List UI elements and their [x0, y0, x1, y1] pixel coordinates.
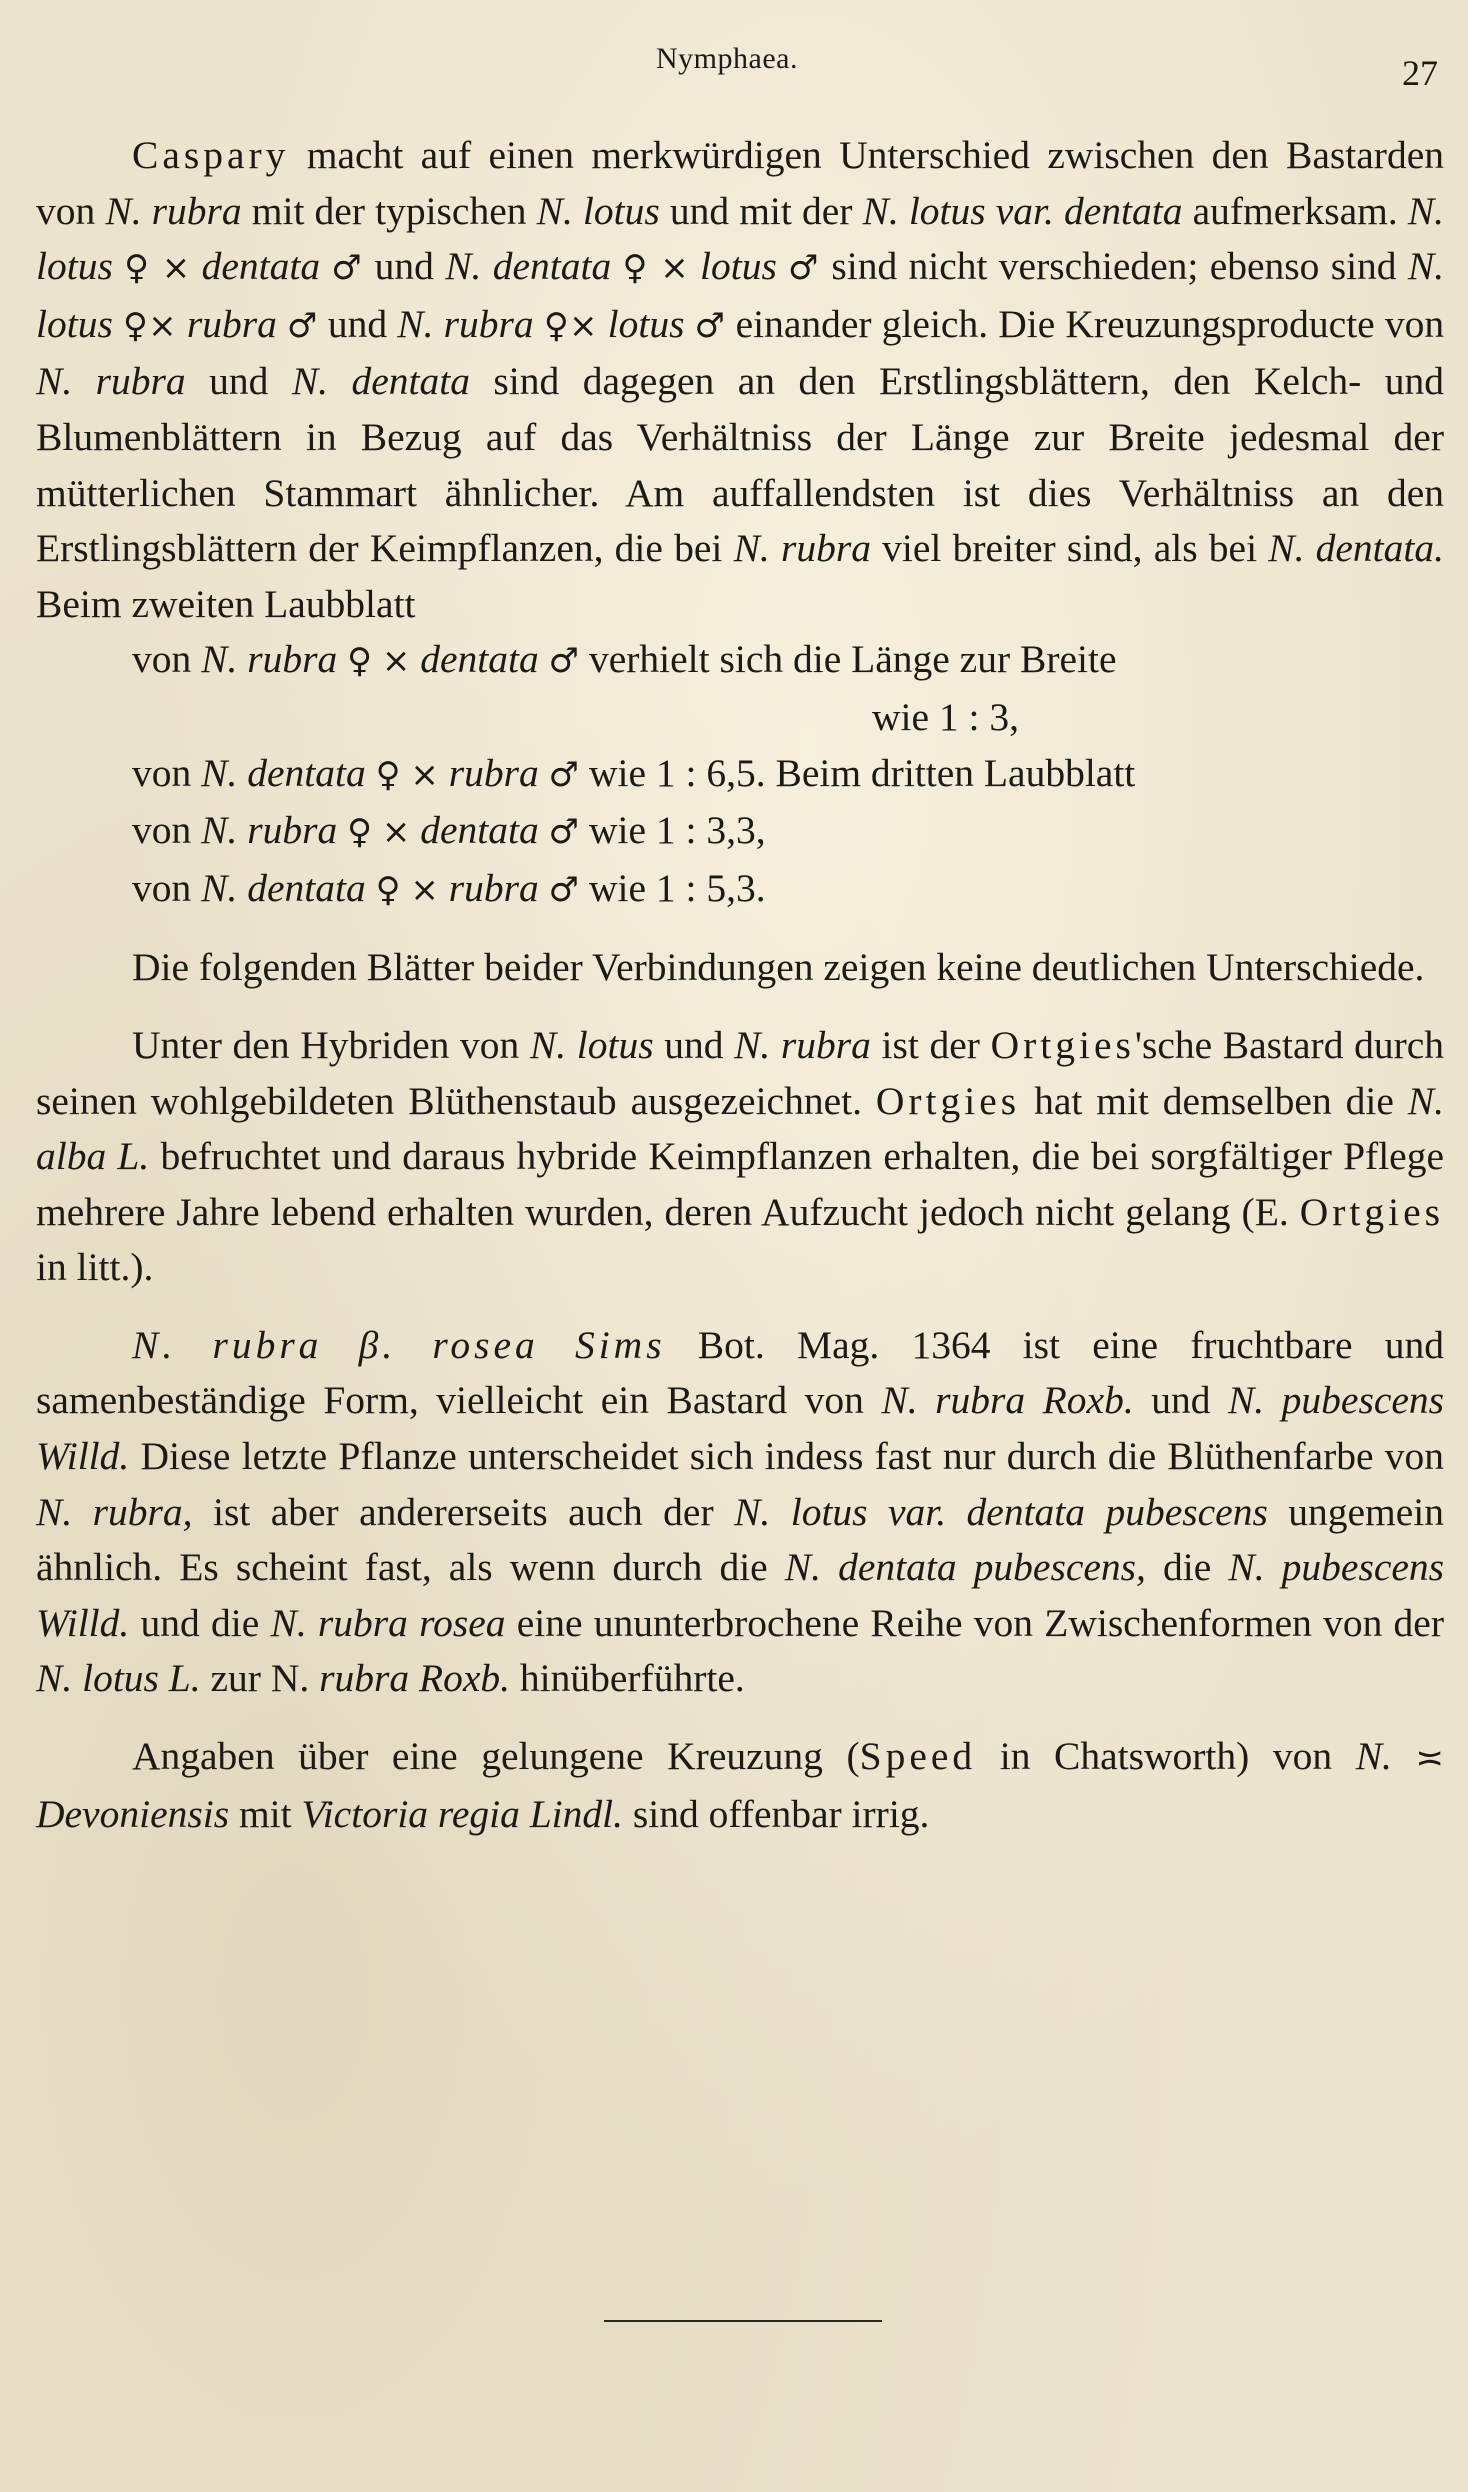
taxon-name: N. lotus: [36, 188, 1445, 289]
male-symbol: ♂: [548, 641, 580, 682]
taxon-name: N. lotus: [36, 244, 1445, 346]
cross-symbol: ×: [569, 305, 598, 346]
leaf-ratio-row: von N. rubra ♀ × dentata ♂ verhielt sich die Länge zur Breite: [132, 637, 1117, 682]
taxon-name: Devoniensis: [36, 1791, 230, 1836]
taxon-name: N. rubra: [201, 808, 338, 853]
page-header: [0, 38, 1468, 98]
paragraph-following-leaves: Die folgenden Blätter beider Verbindungen zeigen keine deutlichen Unterschiede.: [132, 945, 1425, 990]
taxon-name: N. rubra rosea: [270, 1600, 506, 1645]
author-name: Caspary: [132, 133, 290, 177]
taxon-name: N. dentata: [201, 750, 366, 795]
paragraph-hybrids: Unter den Hybriden von N. lotus und N. rubra ist der Ortgies'sche Bastard durch seinen wohlgebildeten Blüthenstaub ausgezeichnet. Ortgies hat mit demselben die N. alba L. befruchtet und daraus hybride Keimpflanzen erhalten, die bei sorgfältiger Pflege mehrere Jahre lebend erhalten wurden, deren Aufzucht jedoch nicht gelang (E. Ortgies in litt.).: [36, 1022, 1445, 1290]
person-name: Ortgies: [1299, 1189, 1444, 1234]
cross-symbol: ×: [410, 754, 439, 795]
paragraph-speed: Angaben über eine gelungene Kreuzung (Speed in Chatsworth) von N. ≍ Devoniensis mit Victoria regia Lindl. sind offenbar irrig.: [36, 1734, 1445, 1836]
taxon-name: Victoria regia Lindl.: [301, 1791, 623, 1836]
person-name: Ortgies: [875, 1078, 1021, 1123]
taxon-name: N. rubra β. rosea Sims: [132, 1322, 666, 1367]
paragraph-rosea: N. rubra β. rosea Sims Bot. Mag. 1364 ist eine fruchtbare und samenbeständige Form, vielleicht ein Bastard von N. rubra Roxb. und N. pubescens Willd. Diese letzte Pflanze unterscheidet sich indess fast nur durch die Blüthenfarbe von N. rubra, ist aber andererseits auch der N. lotus var. dentata pubescens ungemein ähnlich. Es scheint fast, als wenn durch die N. dentata pubescens, die N. pubescens Willd. und die N. rubra rosea eine ununterbrochene Reihe von Zwischenformen von der N. lotus L. zur N. rubra Roxb. hinüberführte.: [36, 1322, 1445, 1701]
female-symbol: ♀: [347, 812, 372, 853]
leaf-ratio-row: von N. rubra ♀ × dentata ♂ wie 1 : 3,3,: [132, 808, 766, 853]
cross-symbol: ×: [660, 248, 689, 289]
section-end-rule: [604, 2320, 882, 2322]
person-name: Ortgies: [990, 1022, 1135, 1067]
female-symbol: ♀: [375, 869, 401, 910]
leaf-ratio-list: [36, 632, 1444, 918]
taxon-name: rubra: [186, 301, 277, 346]
taxon-name: dentata: [201, 244, 321, 289]
male-symbol: ♂: [548, 754, 580, 795]
taxon-name: lotus: [607, 301, 685, 346]
female-symbol: ♀: [543, 305, 570, 346]
taxon-name: N. rubra Roxb.: [881, 1378, 1134, 1423]
male-symbol: ♂: [548, 869, 580, 910]
taxon-name: rubra Roxb.: [319, 1656, 511, 1701]
paragraph-caspary: Caspary macht auf einen merkwürdigen Unterschied zwischen den Bastarden von N. rubra mit der typischen N. lotus und mit der N. lotus var. dentata aufmerksam. N. lotus ♀ × dentata ♂ und N. dentata ♀ × lotus ♂ sind nicht verschieden; ebenso sind N. lotus ♀× rubra ♂ und N. rubra ♀× lotus ♂ einander gleich. Die Kreuzungsproducte von N. rubra und N. dentata sind dagegen an den Erstlingsblättern, den Kelch- und Blumenblättern in Bezug auf das Verhältniss der Länge zur Breite jedesmal der mütterlichen Stammart ähnlicher. Am auffallendsten ist dies Verhältniss an den Erstlingsblättern der Keimpflanzen, die bei N. rubra viel breiter sind, als bei N. dentata. Beim zweiten Laubblatt: [36, 133, 1445, 626]
cross-symbol: ×: [381, 641, 411, 682]
cross-symbol: ×: [161, 248, 191, 289]
male-symbol: ♂: [548, 812, 580, 853]
taxon-name: N.: [1355, 1734, 1392, 1779]
cross-symbol: ×: [410, 869, 439, 910]
female-symbol: ♀: [622, 248, 649, 289]
taxon-name: dentata: [420, 808, 539, 853]
page-number: 27: [1402, 53, 1438, 93]
leaf-ratio-row: von N. dentata ♀ × rubra ♂ wie 1 : 5,3.: [132, 865, 766, 910]
taxon-name: N. rubra: [397, 301, 534, 346]
cross-symbol: ×: [148, 305, 177, 346]
taxon-name: N. lotus: [529, 1022, 654, 1067]
person-name: Speed: [859, 1734, 977, 1779]
male-symbol: ♂: [331, 248, 364, 289]
running-head: Nymphaea.: [656, 42, 798, 75]
male-symbol: ♂: [694, 305, 726, 346]
taxon-name: N. dentata: [445, 244, 612, 289]
taxon-name: N. lotus: [536, 188, 660, 233]
taxon-name: N. lotus var. dentata pubescens: [734, 1489, 1268, 1534]
taxon-name: N. rubra: [36, 359, 186, 404]
leaf-ratio-value: wie 1 : 3,: [872, 694, 1020, 739]
hybrid-symbol: ≍: [1415, 1738, 1445, 1779]
taxon-name: N. rubra,: [36, 1489, 193, 1534]
taxon-name: N. pubescens Willd.: [36, 1378, 1444, 1479]
taxon-name: rubra: [448, 750, 539, 795]
taxon-name: lotus: [700, 244, 777, 289]
taxon-name: N. rubra: [105, 188, 242, 233]
taxon-name: N. rubra: [734, 1022, 871, 1067]
taxon-name: N. dentata pubescens,: [784, 1545, 1146, 1590]
taxon-name: N. lotus var. dentata: [862, 188, 1183, 233]
female-symbol: ♀: [347, 641, 372, 682]
taxon-name: N. lotus L.: [36, 1656, 201, 1701]
page-body: [36, 128, 1444, 1842]
cross-symbol: ×: [381, 812, 411, 853]
taxon-name: N. rubra: [733, 526, 871, 571]
female-symbol: ♀: [124, 248, 151, 289]
leaf-ratio-row: von N. dentata ♀ × rubra ♂ wie 1 : 6,5. Beim dritten Laubblatt: [132, 750, 1136, 795]
male-symbol: ♂: [286, 305, 318, 346]
female-symbol: ♀: [375, 754, 401, 795]
taxon-name: N. alba L.: [36, 1078, 1444, 1179]
male-symbol: ♂: [788, 248, 821, 289]
taxon-name: N. dentata.: [1268, 526, 1444, 571]
taxon-name: N. dentata: [291, 359, 470, 404]
taxon-name: dentata: [420, 637, 539, 682]
taxon-name: rubra: [448, 865, 539, 910]
taxon-name: N. rubra: [201, 637, 338, 682]
taxon-name: N. dentata: [201, 865, 366, 910]
taxon-name: N. pubescens Willd.: [36, 1545, 1445, 1645]
female-symbol: ♀: [122, 305, 149, 346]
